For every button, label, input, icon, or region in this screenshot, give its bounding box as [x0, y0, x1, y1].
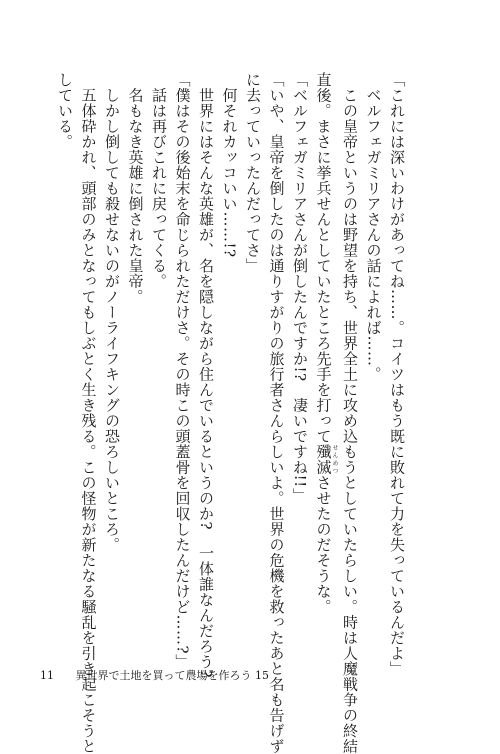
ruby-word: 殲滅せんめつ [314, 444, 338, 475]
text-line: している。 [56, 72, 74, 150]
text-line: 何それカッコいい……!? [220, 72, 239, 258]
text-line: この皇帝というのは野望を持ち、世界全土に攻め込もうとしていたらしい。時は人魔戦争の終結 [341, 72, 359, 754]
ruby-reading: せんめつ [331, 444, 338, 475]
text-line: 名もなき英雄に倒された皇帝。 [126, 72, 145, 305]
text-line: 「僕はその後始末を命じられただけさ。その時この頭蓋骨を回収したんだけど……?」 [173, 72, 192, 670]
text-line: 「ベルフェガミリアさんが倒したんですか!? 凄いですね!!」 [291, 72, 309, 504]
running-title: 異世界で土地を買って農場を作ろう 15 [75, 669, 269, 682]
text-line: 直後。まさに挙兵せんとしていたところ先手を打って殲滅せんめつさせたのだそうな。 [314, 72, 338, 615]
page-number: 11 [40, 669, 54, 682]
text-line: 話は再びこれに戻ってくる。 [150, 72, 168, 289]
text-line: しかし倒しても殺せないのがノーライフキングの恐ろしいところ。 [103, 72, 121, 553]
text-line: 世界にはそんな英雄が、名を隠しながら住んでいるというのか? 一体誰なんだろう? [197, 72, 215, 679]
text-line: 五体砕かれ、頭部のみとなってもしぶとく生き残る。この怪物が新たなる騒乱を引き起こそうと [79, 72, 98, 754]
text-line: ベルフェガミリアさんの話によれば……。 [364, 72, 383, 382]
text-line: 「いや、皇帝を倒したのは通りすがりの旅行者さんらしいよ。世界の危機を救ったあと名も告げず [267, 72, 286, 754]
text-line: に去っていったんだってさ」 [244, 72, 262, 274]
page-footer [40, 667, 269, 683]
text-line: 「これには深いわけがあってね……。コイツはもう既に敗れて力を失っているんだよ」 [388, 72, 406, 677]
